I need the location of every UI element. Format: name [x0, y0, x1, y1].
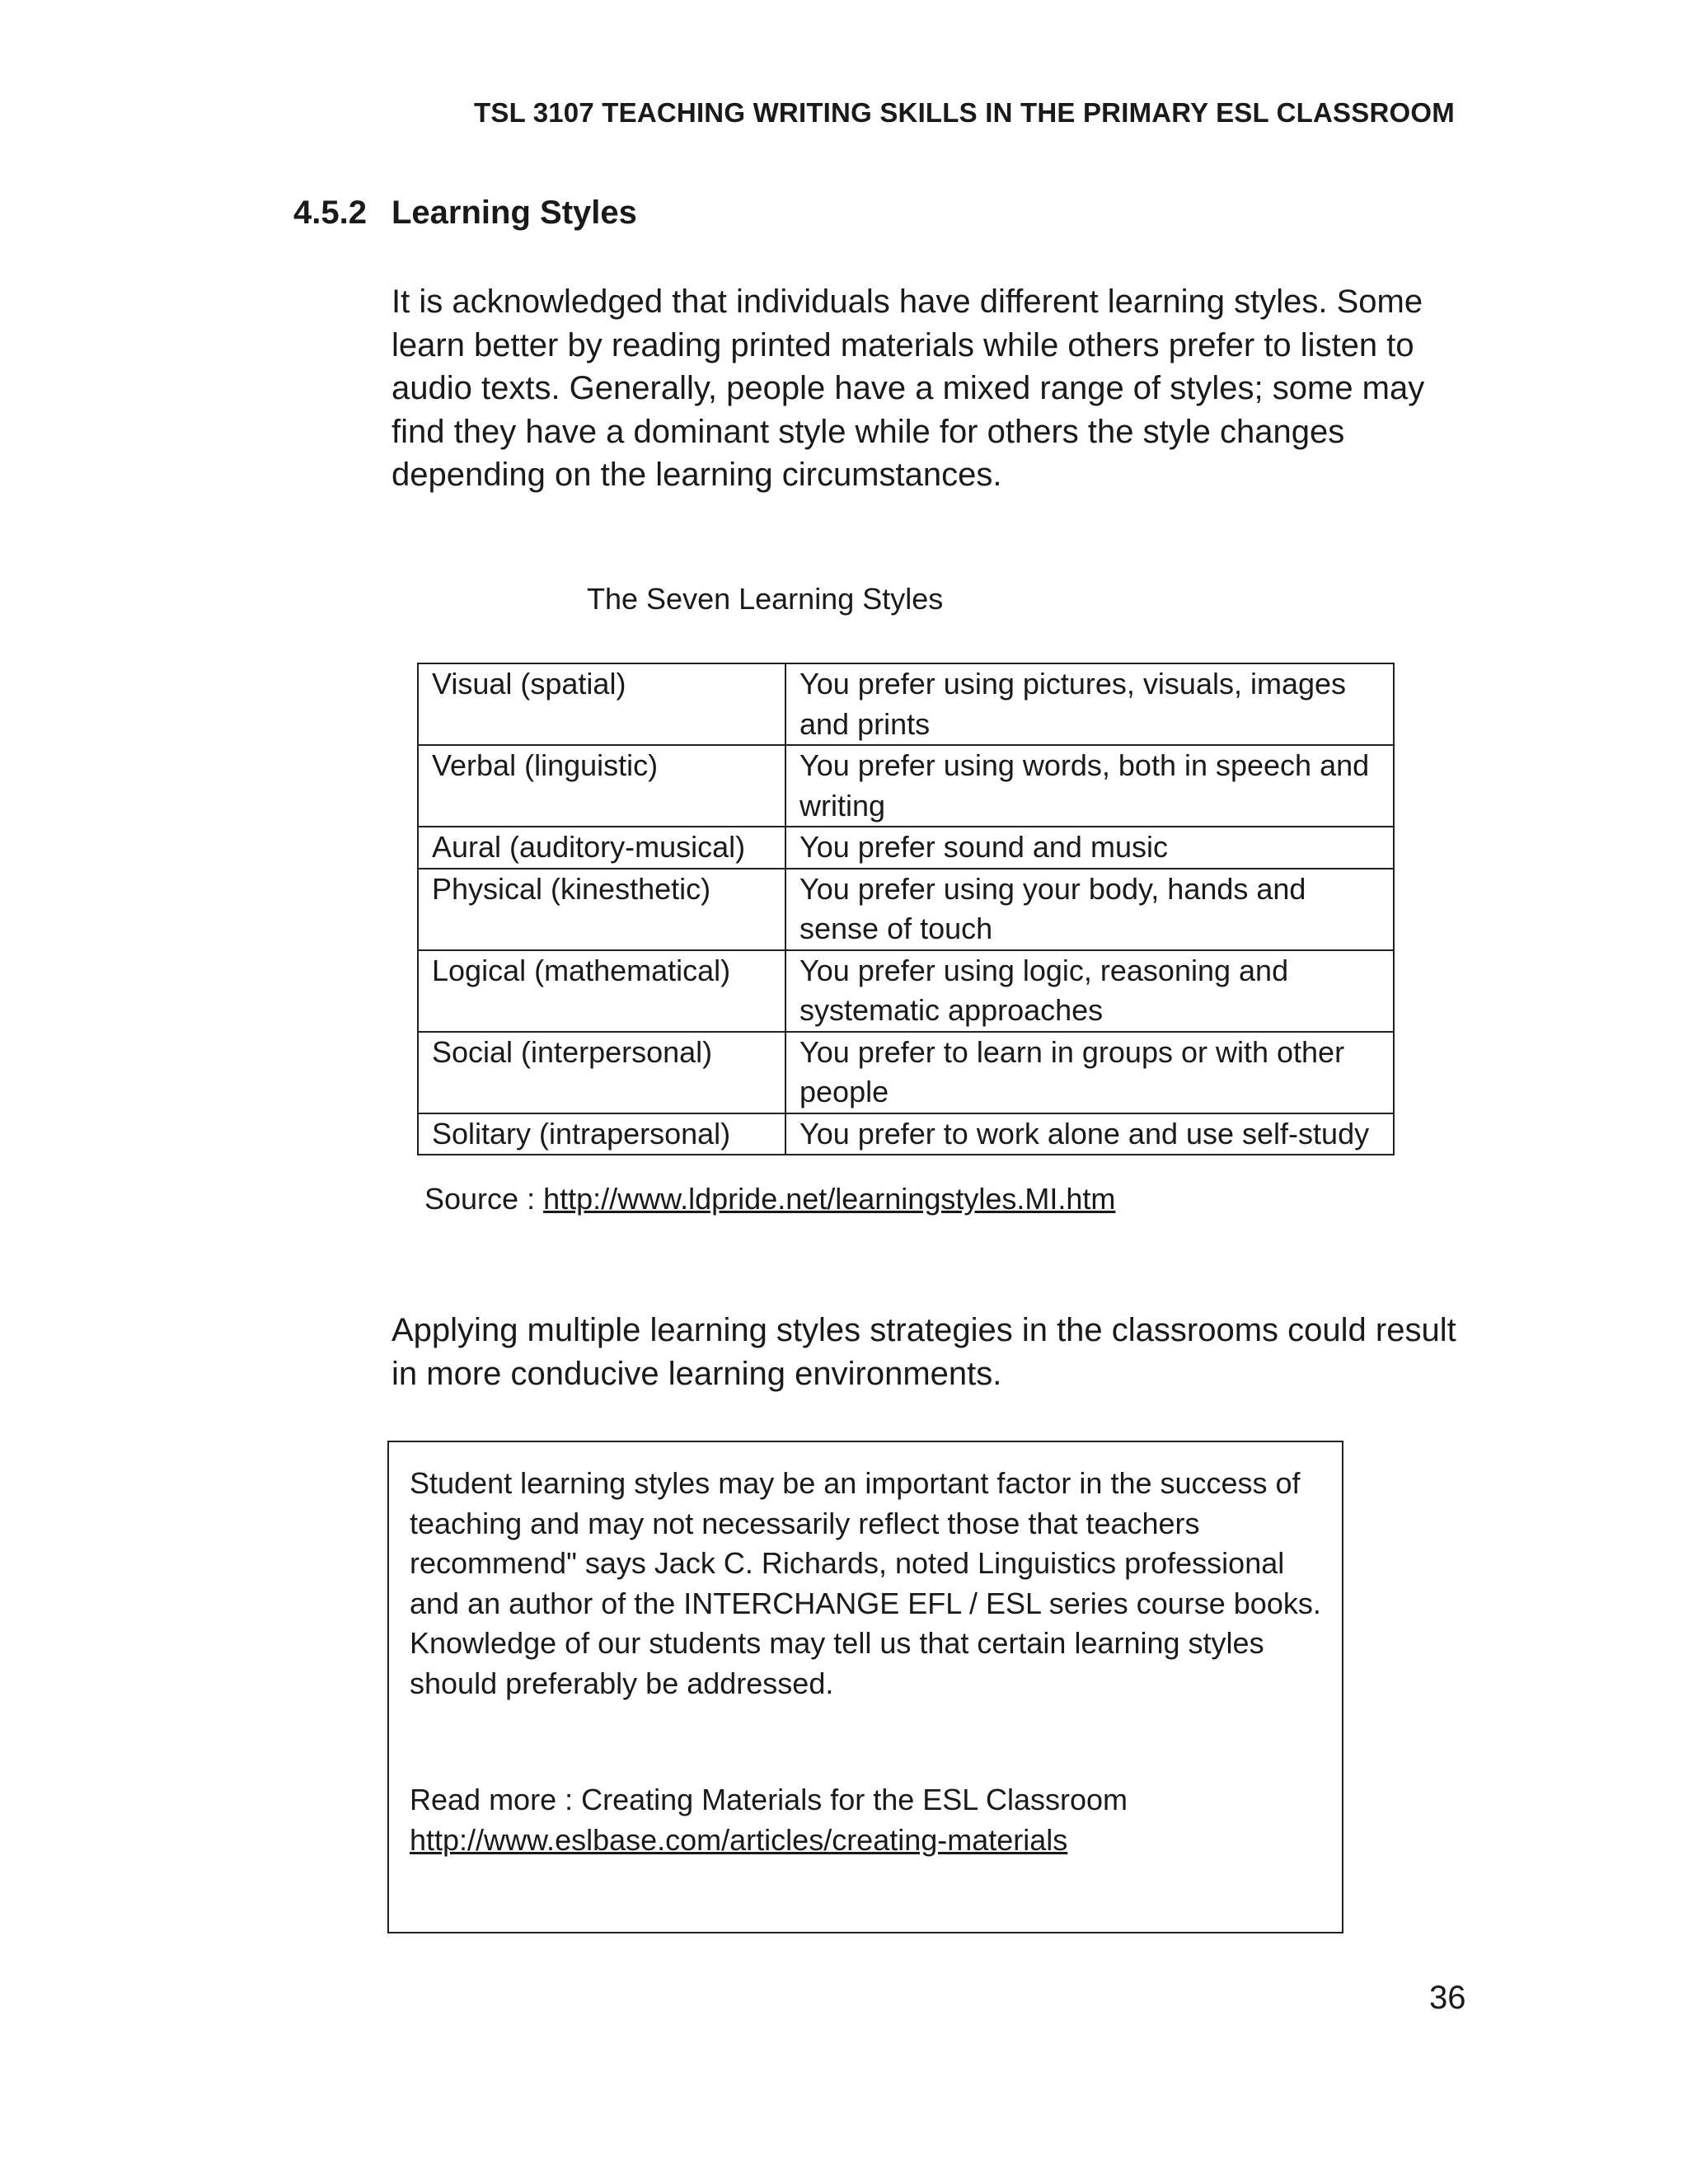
source-citation	[424, 1182, 1115, 1216]
table-caption: The Seven Learning Styles	[587, 582, 944, 616]
style-description-cell: You prefer using logic, reasoning and systematic approaches	[785, 950, 1394, 1032]
style-name-cell: Social (interpersonal)	[418, 1032, 785, 1113]
style-description-cell: You prefer using words, both in speech and writing	[785, 745, 1394, 827]
learning-styles-table	[417, 663, 1395, 1155]
style-description-cell: You prefer sound and music	[785, 827, 1394, 869]
style-name-cell: Aural (auditory-musical)	[418, 827, 785, 869]
read-more-label: Read more : Creating Materials for the ESL Classroom	[410, 1783, 1128, 1816]
style-name-cell: Logical (mathematical)	[418, 950, 785, 1032]
table-row	[418, 663, 1394, 745]
section-title: Learning Styles	[392, 194, 637, 231]
section-heading	[293, 194, 637, 232]
style-description-cell: You prefer using pictures, visuals, images and prints	[785, 663, 1394, 745]
table-row	[418, 869, 1394, 950]
read-more-link[interactable]: http://www.eslbase.com/articles/creating-materials	[410, 1822, 1068, 1857]
read-more	[410, 1780, 1128, 1860]
style-name-cell: Solitary (intrapersonal)	[418, 1113, 785, 1155]
section-number: 4.5.2	[293, 194, 367, 231]
running-header: TSL 3107 TEACHING WRITING SKILLS IN THE PRIMARY ESL CLASSROOM	[474, 97, 1455, 128]
page-number: 36	[1429, 1980, 1466, 2016]
style-description-cell: You prefer using your body, hands and sense of touch	[785, 869, 1394, 950]
table-row	[418, 950, 1394, 1032]
quote-text: Student learning styles may be an important factor in the success of teaching and may not necessarily reflect those that teachers recommend" says Jack C. Richards, noted Linguistics professional and an author of the INTERCHANGE EFL / ESL series course books. Knowledge of our students may tell us that certain learning styles should preferably be addressed.	[410, 1466, 1321, 1700]
style-description-cell: You prefer to learn in groups or with other people	[785, 1032, 1394, 1113]
table-row	[418, 827, 1394, 869]
source-link[interactable]: http://www.ldpride.net/learningstyles.MI.htm	[543, 1182, 1116, 1216]
intro-paragraph: It is acknowledged that individuals have different learning styles. Some learn better by reading printed materials while others prefer to listen to audio texts. Generally, people have a mixed range of styles; some may find they have a dominant style while for others the style changes depending on the learning circumstances.	[392, 284, 1425, 493]
source-label: Source :	[424, 1182, 544, 1216]
table-row	[418, 1032, 1394, 1113]
style-description-cell: You prefer to work alone and use self-study	[785, 1113, 1394, 1155]
style-name-cell: Visual (spatial)	[418, 663, 785, 745]
style-name-cell: Verbal (linguistic)	[418, 745, 785, 827]
applying-paragraph: Applying multiple learning styles strategies in the classrooms could result in more conducive learning environments.	[392, 1312, 1456, 1392]
quote-box	[387, 1441, 1343, 1933]
style-name-cell: Physical (kinesthetic)	[418, 869, 785, 950]
table-row	[418, 745, 1394, 827]
table-row	[418, 1113, 1394, 1155]
